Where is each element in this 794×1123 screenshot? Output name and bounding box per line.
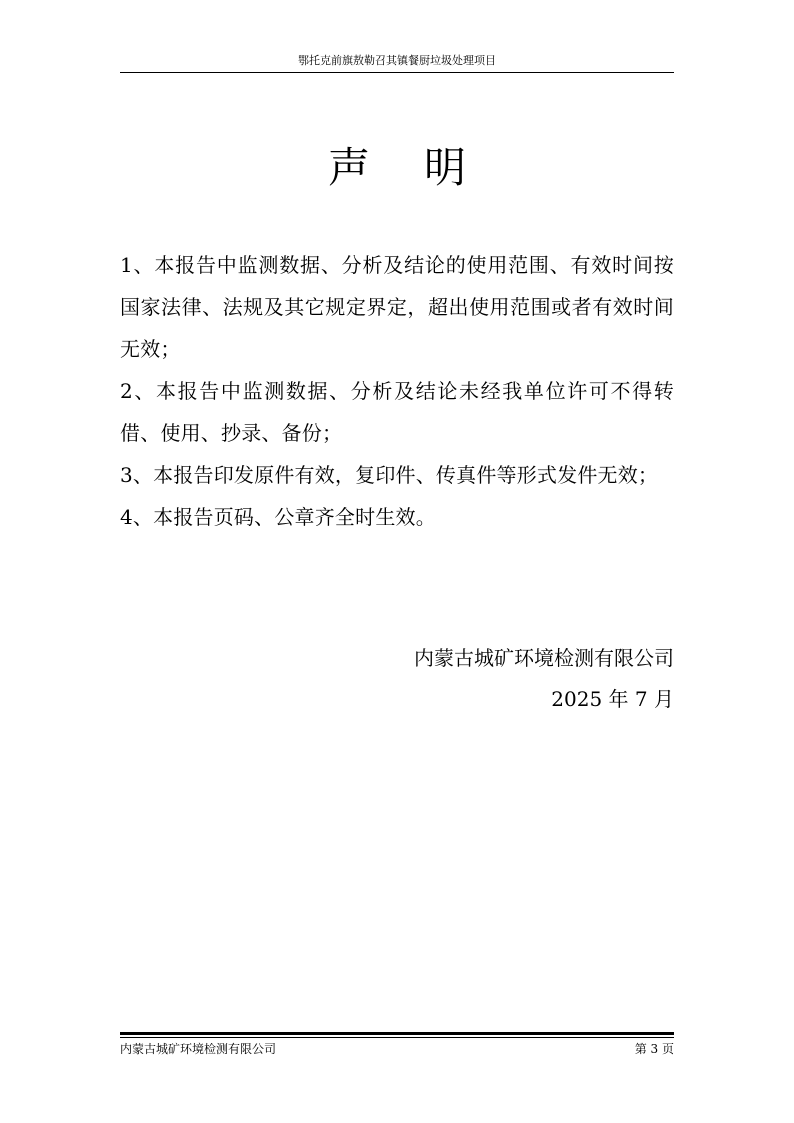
page-header-title: 鄂托克前旗敖勒召其镇餐厨垃圾处理项目 [298,54,496,67]
page-number: 第 3 页 [634,1042,674,1056]
signature-date: 2025 年 7 月 [551,687,674,711]
footer-divider-thick [120,1032,674,1035]
statement-body [120,244,674,538]
statement-item-1: 1、本报告中监测数据、分析及结论的使用范围、有效时间按国家法律、法规及其它规定界定，超出使用范围或者有效时间无效； [120,253,674,361]
statement-item-4: 4、本报告页码、公章齐全时生效。 [120,505,436,529]
header-divider [120,72,674,73]
signature-company: 内蒙古城矿环境检测有限公司 [414,646,674,670]
statement-item-2: 2、本报告中监测数据、分析及结论未经我单位许可不得转借、使用、抄录、备份； [120,379,674,445]
footer-company: 内蒙古城矿环境检测有限公司 [120,1042,277,1056]
document-heading: 声明 [327,143,520,192]
statement-item-3: 3、本报告印发原件有效，复印件、传真件等形式发件无效； [120,463,659,487]
footer-divider-thin [120,1037,674,1038]
